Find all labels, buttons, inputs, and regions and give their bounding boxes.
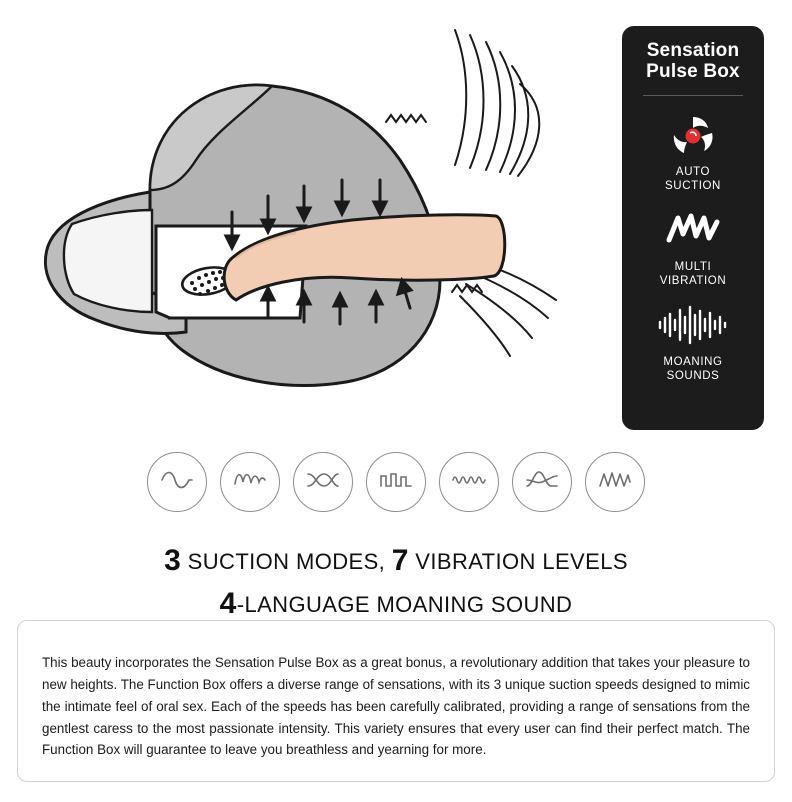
mode-circle-5 xyxy=(439,452,499,512)
moaning-sounds-icon xyxy=(656,302,730,348)
description-box xyxy=(17,620,775,782)
headline-line-1 xyxy=(0,540,792,583)
feature-item-multi-vibration-label: MULTI VIBRATION xyxy=(659,260,727,287)
vibration-level-count: 7 xyxy=(391,544,409,577)
mode-circle-6 xyxy=(512,452,572,512)
product-cutaway-illustration xyxy=(0,0,620,440)
mode-circle-3 xyxy=(293,452,353,512)
mode-circle-1 xyxy=(147,452,207,512)
feature-panel-title-line2: Pulse Box xyxy=(646,61,740,83)
feature-item-auto-suction xyxy=(665,112,721,193)
multi-vibration-icon xyxy=(665,207,721,253)
feature-item-moaning-sounds-label: MOANING SOUNDS xyxy=(663,355,723,382)
wave-mode-5-icon xyxy=(451,468,487,497)
suction-mode-count: 3 xyxy=(164,544,182,577)
wave-mode-2-icon xyxy=(232,468,268,497)
wave-mode-7-icon xyxy=(597,468,633,497)
wave-mode-3-icon xyxy=(305,468,341,497)
feature-panel-divider xyxy=(643,95,743,96)
mode-circle-4 xyxy=(366,452,426,512)
auto-suction-icon xyxy=(670,112,716,158)
feature-panel-title xyxy=(640,40,746,83)
headline-line-2 xyxy=(0,583,792,626)
feature-panel xyxy=(622,26,764,430)
wave-mode-1-icon xyxy=(159,468,195,497)
headline xyxy=(0,540,792,625)
feature-item-auto-suction-label: AUTO SUCTION xyxy=(665,165,721,192)
language-text: -LANGUAGE MOANING SOUND xyxy=(236,591,573,617)
mode-icons-row xyxy=(0,452,792,512)
feature-item-multi-vibration xyxy=(660,207,727,288)
feature-item-moaning-sounds xyxy=(656,302,730,383)
feature-panel-title-line1: Sensation xyxy=(646,40,740,61)
mode-circle-7 xyxy=(585,452,645,512)
suction-mode-text: SUCTION MODES, xyxy=(181,549,392,574)
mode-circle-2 xyxy=(220,452,280,512)
wave-mode-4-icon xyxy=(378,468,414,497)
language-count: 4 xyxy=(219,586,237,620)
vibration-level-text: VIBRATION LEVELS xyxy=(408,549,628,574)
wave-mode-6-icon xyxy=(524,468,560,497)
description-text: This beauty incorporates the Sensation Pulse Box as a great bonus, a revolutionary addition that takes your pleasure to new heights. The Function Box offers a diverse range of sensations, with its 3 unique suction speeds designed to mimic the intimate feel of oral sex. Each of the speeds has been carefully calibrated, providing a range of sensations from the gentlest caress to the most passionate intensity. This variety ensures that every user can find their perfect match. The Function Box will guarantee to leave you breathless and yearning for more. xyxy=(42,655,750,758)
